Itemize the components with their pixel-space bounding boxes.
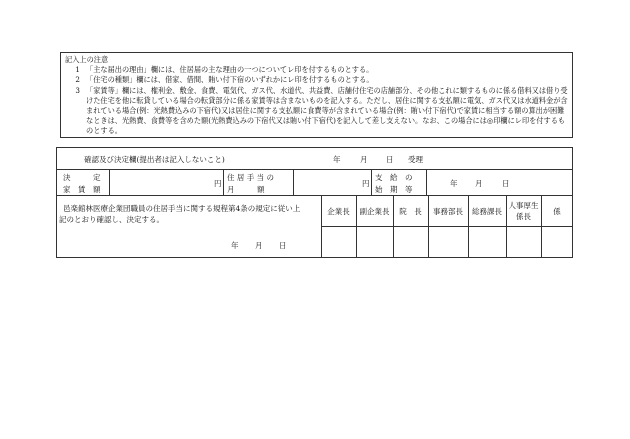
col-divider [293,169,294,195]
decision-statement: 邑楽館林医療企業団職員の住居手当に関する規程第4条の規定に従い上 [63,204,301,213]
start-label-top: 支 給 の [375,173,413,182]
start-year: 年 [450,179,458,188]
note-text: 「住宅の種類」欄には、借家、借間、賄い付下宿のいずれかにレ印を付するものとする。 [86,75,374,85]
stamp-cell[interactable] [468,227,506,258]
stamp-cell[interactable] [356,227,393,258]
received-label: 受理 [408,155,423,164]
received-day: 日 [386,155,394,164]
yen-unit: 円 [214,179,222,188]
decided-rent-label-bottom: 家 賃 額 [63,185,101,194]
approver-enterprise-director: 企業長 [327,206,350,216]
allowance-label-top: 住 居 手 当 の [227,173,275,182]
sign-month: 月 [255,241,263,250]
note-number: 3 [75,85,80,95]
sign-year: 年 [231,241,239,250]
approver-hospital-director: 院 長 [399,206,422,216]
row-divider [57,169,572,170]
stamp-cell[interactable] [393,227,428,258]
col-divider [371,169,372,195]
note-number: 1 [75,65,80,75]
start-day: 日 [502,179,510,188]
approver-deputy-director: 副企業長 [359,206,390,216]
decision-statement-continued: 記のとおり確認し、決定する。 [59,215,164,224]
received-year: 年 [333,155,341,164]
stamp-cell[interactable] [506,227,541,258]
notes-box [60,52,573,138]
start-month: 月 [475,179,483,188]
approver-staff: 係 [553,206,561,216]
col-divider [109,169,110,195]
col-divider [426,169,427,195]
stamp-cell[interactable] [541,227,573,258]
stamp-cell[interactable] [321,227,356,258]
note-text: 「主な届出の理由」欄には、住居届の主な理由の一つについてレ印を付するものとする。 [86,65,374,75]
approver-general-affairs-chief: 総務課長 [472,206,502,216]
note-item [65,75,568,85]
note-item [65,65,568,75]
form-header: 確認及び決定欄(提出者は記入しないこと) [84,155,225,164]
col-divider [223,169,224,195]
stamp-cell[interactable] [428,227,468,258]
decision-form [56,147,573,258]
approver-admin-head: 事務部長 [433,206,463,216]
decided-rent-label-top: 決 定 [63,173,101,182]
received-month: 月 [360,155,368,164]
start-label-bottom: 始 期 等 [375,185,413,194]
approver-personnel-welfare-chief: 人事厚生係長 [508,201,539,221]
note-text: 「家賃等」欄には、権利金、敷金、食費、電気代、ガス代、水道代、共益費、店舗付住宅の店舗部分、その他これに類するものに係る借料又は借り受けた住宅を他に転貸している場合の転貸部分に係る家賃等は含まないものを記入する。ただし、居住に関する支払額に電気、ガス代又は水道料金が含まれている場合(例：光熱費込みの下宿代)又は居住に関する支払額に食費等が含まれている場合(例：賄い付下宿代)で家賃に相当する額の算出が困難なときは、光熱費、食費等を含めた額(光熱費込みの下宿代又は賄い付下宿代)を記入して差し支えない。なお、この場合には◎印欄にレ印を付するものとする。 [86,85,568,136]
sign-day: 日 [279,241,287,250]
note-item [65,86,568,137]
yen-unit: 円 [362,179,370,188]
note-number: 2 [75,75,80,85]
notes-title: 記入上の注意 [65,55,109,64]
allowance-label-bottom: 月 額 [227,185,265,194]
